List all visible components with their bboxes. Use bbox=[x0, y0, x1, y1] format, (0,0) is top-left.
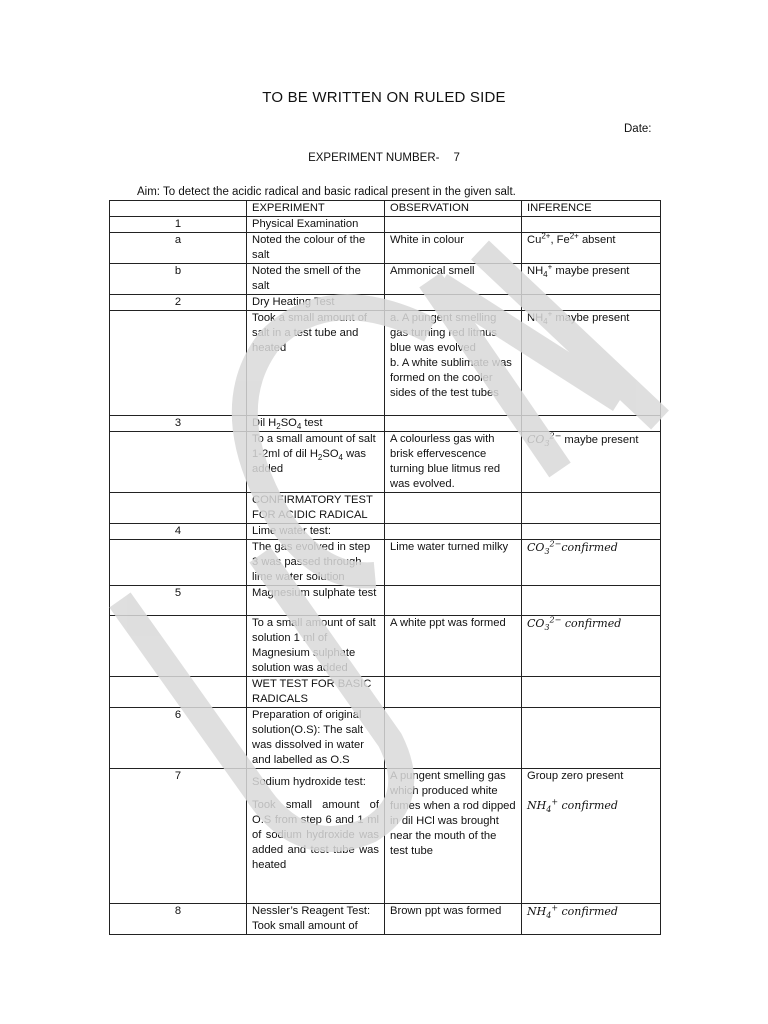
serial-cell: 5 bbox=[110, 586, 247, 616]
inference-cell bbox=[522, 524, 661, 540]
experiment-cell: Magnesium sulphate test bbox=[247, 586, 385, 616]
observation-cell: Ammonical smell bbox=[385, 264, 522, 295]
table-row bbox=[110, 586, 661, 616]
table-row bbox=[110, 769, 661, 904]
experiment-cell: Nessler’s Reagent Test: Took small amount of bbox=[247, 904, 385, 935]
serial-cell: 6 bbox=[110, 708, 247, 769]
observation-cell bbox=[385, 586, 522, 616]
inference-cell: $CO_3^{2-}confirmed$ bbox=[522, 540, 661, 586]
inference-cell bbox=[522, 217, 661, 233]
serial-cell bbox=[110, 493, 247, 524]
observation-cell bbox=[385, 708, 522, 769]
serial-cell bbox=[110, 616, 247, 677]
header-cell-experiment: EXPERIMENT bbox=[247, 201, 385, 217]
experiment-cell: Noted the smell of the salt bbox=[247, 264, 385, 295]
table-row bbox=[110, 217, 661, 233]
inference-cell: $NH_4^+$ maybe present bbox=[522, 264, 661, 295]
table-row bbox=[110, 295, 661, 311]
observation-cell: Lime water turned milky bbox=[385, 540, 522, 586]
experiment-heading: Sodium hydroxide test: bbox=[252, 776, 366, 788]
observation-cell: Brown ppt was formed bbox=[385, 904, 522, 935]
experiment-cell: To a small amount of salt 1-2ml of dil $H_2SO_4$ was added bbox=[247, 432, 385, 493]
table-row bbox=[110, 416, 661, 432]
header-cell-inference: INFERENCE bbox=[522, 201, 661, 217]
table-row bbox=[110, 432, 661, 493]
observation-a: a. A pungent smelling gas turning red litmus blue was evolved bbox=[390, 312, 497, 354]
serial-cell: b bbox=[110, 264, 247, 295]
page-title: TO BE WRITTEN ON RULED SIDE bbox=[262, 89, 506, 106]
inference-cell bbox=[522, 295, 661, 311]
serial-cell: 7 bbox=[110, 769, 247, 904]
table-row bbox=[110, 264, 661, 295]
observation-b: b. A white sublimate was formed on the cooler sides of the test tubes bbox=[390, 357, 512, 399]
inference-cell bbox=[522, 769, 661, 904]
serial-cell: 4 bbox=[110, 524, 247, 540]
observation-cell bbox=[385, 311, 522, 416]
table-row bbox=[110, 493, 661, 524]
inference-a: Group zero present bbox=[527, 770, 624, 782]
serial-cell bbox=[110, 311, 247, 416]
experiment-cell: Noted the colour of the salt bbox=[247, 233, 385, 264]
observation-cell bbox=[385, 677, 522, 708]
experiment-cell: Preparation of original solution(O.S): The salt was dissolved in water and labelled as O.S bbox=[247, 708, 385, 769]
experiment-cell: Physical Examination bbox=[247, 217, 385, 233]
experiment-cell: WET TEST FOR BASIC RADICALS bbox=[247, 677, 385, 708]
inference-cell bbox=[522, 493, 661, 524]
experiment-cell: To a small amount of salt solution 1 ml of Magnesium sulphate solution was added bbox=[247, 616, 385, 677]
table-row bbox=[110, 677, 661, 708]
header-cell-serial bbox=[110, 201, 247, 217]
serial-cell: 2 bbox=[110, 295, 247, 311]
experiment-detail: Took small amount of O.S from step 6 and 1 ml of sodium hydroxide was added and test tube was heated bbox=[252, 799, 379, 871]
inference-b: $NH_4^+$ confirmed bbox=[527, 797, 618, 815]
header-cell-observation: OBSERVATION bbox=[385, 201, 522, 217]
observation-cell bbox=[385, 295, 522, 311]
table-row bbox=[110, 904, 661, 935]
inference-cell: $CO_3^{2-}$ maybe present bbox=[522, 432, 661, 493]
table-header-row bbox=[110, 201, 661, 217]
experiment-table bbox=[109, 200, 661, 935]
inference-cell: $CO_3^{2-}$ confirmed bbox=[522, 616, 661, 677]
experiment-cell: CONFIRMATORY TEST FOR ACIDIC RADICAL bbox=[247, 493, 385, 524]
observation-cell: A pungent smelling gas which produced white fumes when a rod dipped in dil HCl was brought near the mouth of the test tube bbox=[385, 769, 522, 904]
experiment-cell: Dry Heating Test bbox=[247, 295, 385, 311]
table-row bbox=[110, 708, 661, 769]
aim-statement: Aim: To detect the acidic radical and basic radical present in the given salt. bbox=[137, 186, 516, 198]
inference-cell bbox=[522, 677, 661, 708]
table-row bbox=[110, 540, 661, 586]
observation-cell bbox=[385, 416, 522, 432]
experiment-cell: Lime water test: bbox=[247, 524, 385, 540]
serial-cell bbox=[110, 540, 247, 586]
inference-cell: $NH_4^+$ maybe present bbox=[522, 311, 661, 416]
observation-cell bbox=[385, 217, 522, 233]
serial-cell bbox=[110, 677, 247, 708]
table-row bbox=[110, 616, 661, 677]
experiment-cell bbox=[247, 769, 385, 904]
table-row bbox=[110, 524, 661, 540]
inference-cell bbox=[522, 708, 661, 769]
serial-cell bbox=[110, 432, 247, 493]
experiment-number-value: 7 bbox=[453, 152, 460, 164]
experiment-cell: Took a small amount of salt in a test tube and heated bbox=[247, 311, 385, 416]
inference-cell: $NH_4^+$ confirmed bbox=[522, 904, 661, 935]
serial-cell: 1 bbox=[110, 217, 247, 233]
table-row bbox=[110, 311, 661, 416]
inference-cell bbox=[522, 586, 661, 616]
experiment-number-label: EXPERIMENT NUMBER- bbox=[308, 152, 440, 164]
serial-cell: 8 bbox=[110, 904, 247, 935]
observation-cell: A colourless gas with brisk effervescence turning blue litmus red was evolved. bbox=[385, 432, 522, 493]
experiment-cell: Dil $H_2SO_4$ test bbox=[247, 416, 385, 432]
experiment-cell: The gas evolved in step 3 was passed through lime water solution bbox=[247, 540, 385, 586]
experiment-number-line bbox=[0, 152, 768, 164]
observation-cell bbox=[385, 524, 522, 540]
table-row bbox=[110, 233, 661, 264]
observation-cell: A white ppt was formed bbox=[385, 616, 522, 677]
date-label: Date: bbox=[624, 123, 652, 135]
serial-cell: 3 bbox=[110, 416, 247, 432]
observation-cell: White in colour bbox=[385, 233, 522, 264]
serial-cell: a bbox=[110, 233, 247, 264]
observation-cell bbox=[385, 493, 522, 524]
inference-cell bbox=[522, 416, 661, 432]
inference-cell: $Cu^{2+}$, $Fe^{2+}$ absent bbox=[522, 233, 661, 264]
